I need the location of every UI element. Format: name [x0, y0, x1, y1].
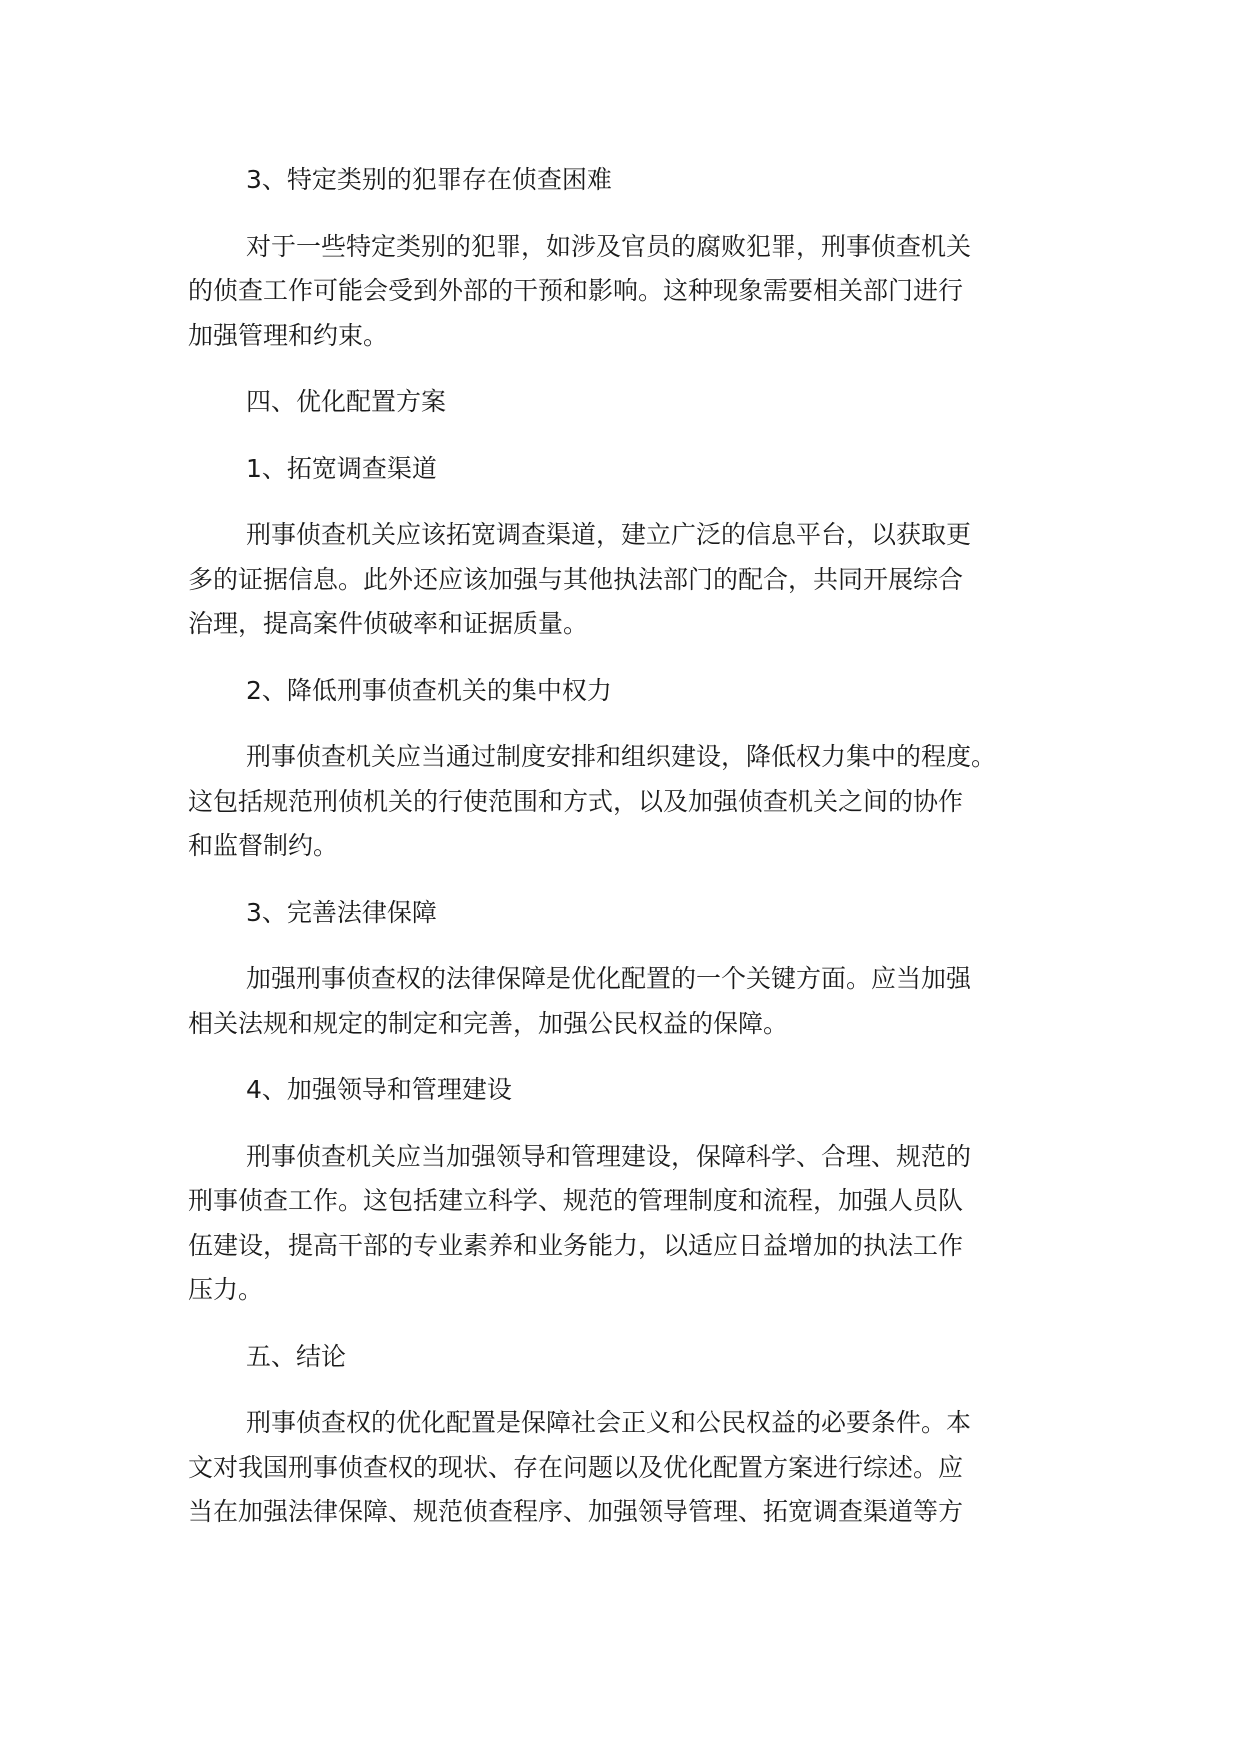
paragraph-line: 刑事侦查工作。这包括建立科学、规范的管理制度和流程，加强人员队 [188, 1186, 964, 1215]
section-heading [188, 669, 1068, 714]
paragraph-line: 的侦查工作可能会受到外部的干预和影响。这种现象需要相关部门进行 [188, 276, 964, 305]
paragraph-line: 当在加强法律保障、规范侦查程序、加强领导管理、拓宽调查渠道等方 [188, 1497, 964, 1526]
heading-text: 1、拓宽调查渠道 [246, 453, 437, 483]
section-heading [188, 1068, 1068, 1113]
heading-text: 2、降低刑事侦查机关的集中权力 [246, 675, 612, 705]
paragraph-line: 刑事侦查权的优化配置是保障社会正义和公民权益的必要条件。本 [246, 1408, 972, 1437]
section-heading [188, 447, 1068, 492]
paragraph [188, 1135, 1068, 1313]
paragraph [188, 735, 1068, 869]
paragraph-line: 刑事侦查机关应当加强领导和管理建设，保障科学、合理、规范的 [246, 1141, 972, 1171]
paragraph [188, 957, 1068, 1046]
paragraph-line: 相关法规和规定的制定和完善，加强公民权益的保障。 [188, 1008, 789, 1038]
heading-text: 3、特定类别的犯罪存在侦查困难 [246, 165, 612, 194]
paragraph-line: 对于一些特定类别的犯罪，如涉及官员的腐败犯罪，刑事侦查机关 [246, 231, 972, 261]
document-body [188, 158, 1068, 1557]
section-heading [188, 891, 1068, 936]
paragraph-line: 文对我国刑事侦查权的现状、存在问题以及优化配置方案进行综述。应 [188, 1452, 964, 1482]
section-heading [188, 1335, 1068, 1380]
section-heading [188, 158, 1068, 203]
heading-text: 4、加强领导和管理建设 [246, 1075, 512, 1104]
paragraph-line: 压力。 [188, 1275, 264, 1304]
paragraph-line: 治理，提高案件侦破率和证据质量。 [188, 609, 589, 638]
heading-text: 3、完善法律保障 [246, 897, 437, 927]
paragraph-line: 加强刑事侦查权的法律保障是优化配置的一个关键方面。应当加强 [246, 964, 972, 993]
paragraph-line: 这包括规范刑侦机关的行使范围和方式，以及加强侦查机关之间的协作 [188, 786, 964, 816]
paragraph [188, 513, 1068, 647]
heading-text: 五、结论 [246, 1341, 347, 1371]
paragraph-line: 和监督制约。 [188, 831, 339, 860]
paragraph-line: 刑事侦查机关应该拓宽调查渠道，建立广泛的信息平台，以获取更 [246, 520, 972, 549]
section-heading [188, 380, 1068, 425]
paragraph-line: 多的证据信息。此外还应该加强与其他执法部门的配合，共同开展综合 [188, 564, 964, 594]
paragraph [188, 225, 1068, 359]
paragraph [188, 1401, 1068, 1535]
paragraph-line: 加强管理和约束。 [188, 320, 389, 350]
paragraph-line: 伍建设，提高干部的专业素养和业务能力，以适应日益增加的执法工作 [188, 1230, 964, 1260]
paragraph-line: 刑事侦查机关应当通过制度安排和组织建设，降低权力集中的程度。 [246, 742, 997, 771]
heading-text: 四、优化配置方案 [246, 387, 447, 416]
